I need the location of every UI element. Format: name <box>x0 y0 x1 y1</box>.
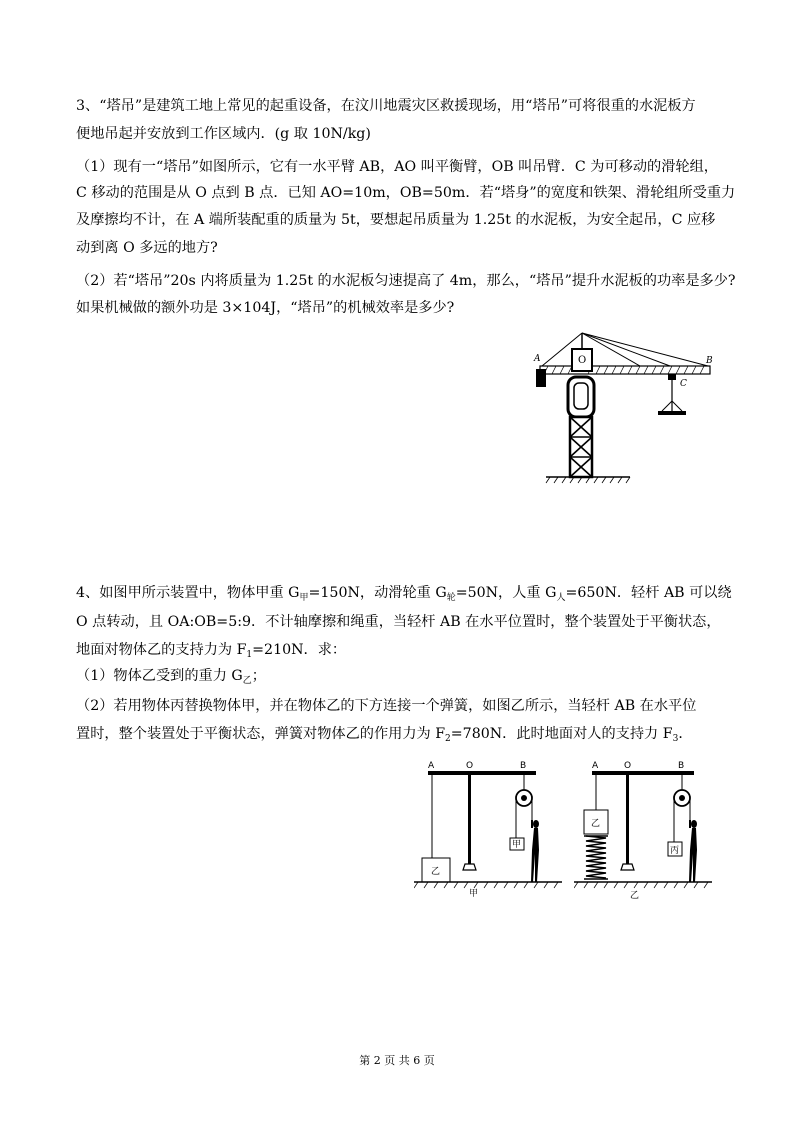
q4-text: =780N．此时地面对人的支持力 F <box>450 726 673 742</box>
q3-line-6: 动到离 O 多远的地方? <box>76 240 218 256</box>
fig1-label-jia-box: 甲 <box>512 840 522 850</box>
q4-subscript: 乙 <box>242 676 252 686</box>
fig1-caption: 甲 <box>469 889 479 899</box>
q4-text: =210N．求： <box>252 642 347 658</box>
q4-line-3 <box>76 640 736 662</box>
q3-line-2: 便地吊起并安放到工作区域内．(g 取 10N/kg) <box>76 126 371 142</box>
crane-label-b: B <box>706 356 713 366</box>
q4-text: ； <box>251 668 266 684</box>
fig2-caption: 乙 <box>630 891 640 901</box>
tower-crane-figure <box>530 325 720 490</box>
q3-line-5: 及摩擦均不计，在 A 端所装配重的质量为 5t，要想起吊质量为 1.25t 的水泥板，为安全起吊，C 应移 <box>76 212 716 228</box>
fig2-label-bing-box: 丙 <box>670 846 680 856</box>
q4-line-2: O 点转动，且 OA:OB=5:9．不计轴摩擦和绳重，当轻杆 AB 在水平位置时，整个装置处于平衡状态， <box>76 614 721 630</box>
q3-line-3: （1）现有一“塔吊”如图所示，它有一水平臂 AB，AO 叫平衡臂，OB 叫吊臂．C 为可移动的滑轮组， <box>76 159 718 175</box>
crane-label-o: O <box>578 355 587 366</box>
q4-text: 4、如图甲所示装置中，物体甲重 G <box>76 585 300 601</box>
q4-text: ． <box>678 726 693 742</box>
fig2-label-b: B <box>678 761 685 771</box>
q4-line-5: （2）若用物体丙替换物体甲，并在物体乙的下方连接一个弹簧，如图乙所示，当轻杆 AB 在水平位 <box>76 698 697 714</box>
q4-subscript: 2 <box>445 734 451 744</box>
crane-label-a: A <box>534 354 541 364</box>
fig1-label-b: B <box>520 761 527 771</box>
q4-text: 地面对物体乙的支持力为 F <box>76 642 247 658</box>
q3-line-8: 如果机械做的额外功是 3×104J，“塔吊”的机械效率是多少? <box>76 300 455 316</box>
q4-line-4 <box>76 666 736 688</box>
lever-figure-jia <box>414 758 564 903</box>
q4-subscript: 3 <box>672 734 679 744</box>
fig2-label-yi: 乙 <box>591 819 601 829</box>
q4-line-1 <box>76 583 736 605</box>
q4-text: （1）物体乙受到的重力 G <box>76 668 243 684</box>
q3-line-4: C 移动的范围是从 O 点到 B 点．已知 AO=10m，OB=50m．若“塔身”的宽度和铁架、滑轮组所受重力 <box>76 185 736 201</box>
q4-subscript: 人 <box>556 593 566 603</box>
q4-text: =650N．轻杆 AB 可以绕 <box>565 585 732 601</box>
q3-line-7: （2）若“塔吊”20s 内将质量为 1.25t 的水泥板匀速提高了 4m，那么，“塔吊”提升水泥板的功率是多少? <box>76 273 736 289</box>
q4-line-6 <box>76 724 736 746</box>
q4-subscript: 1 <box>246 650 253 660</box>
q4-text: =50N，人重 G <box>455 585 557 601</box>
q4-text: =150N，动滑轮重 G <box>308 585 447 601</box>
fig1-label-o: O <box>466 761 474 771</box>
q4-text: 置时，整个装置处于平衡状态，弹簧对物体乙的作用力为 F <box>76 726 446 742</box>
q4-subscript: 轮 <box>446 593 456 603</box>
crane-label-c: C <box>680 379 687 389</box>
q3-line-1: 3、“塔吊”是建筑工地上常见的起重设备，在汶川地震灾区救援现场，用“塔吊”可将很重的水泥板方 <box>76 98 696 114</box>
lever-figure-yi <box>574 758 714 903</box>
fig1-label-a: A <box>428 761 435 771</box>
page-footer: 第 2 页 共 6 页 <box>359 1054 435 1067</box>
fig1-label-yi: 乙 <box>431 867 441 877</box>
fig2-label-o: O <box>624 761 632 771</box>
fig2-label-a: A <box>592 761 599 771</box>
q4-subscript: 甲 <box>299 593 309 603</box>
